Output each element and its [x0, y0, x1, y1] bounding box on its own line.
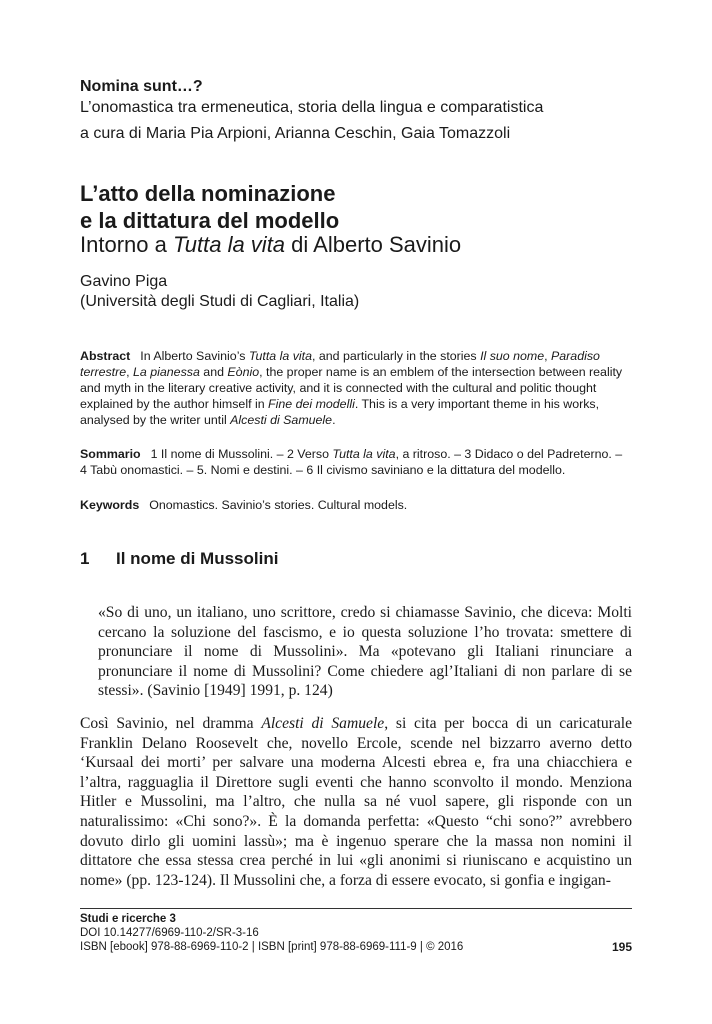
footer-isbn: ISBN [ebook] 978-88-6969-110-2 | ISBN [print] 978-88-6969-111-9 | © 2016 [80, 941, 464, 953]
article-title [80, 180, 339, 234]
article-title-line1: L’atto della nominazione [80, 181, 336, 206]
abstract-italic: Eònio [227, 365, 260, 379]
abstract-text: , the proper name is an emblem of the intersection between reality and myth in the literary creative activity, and it is connected with the cultural and politic thought explained by the author himself in [80, 365, 623, 411]
abstract-text: and [199, 365, 228, 379]
abstract [80, 348, 632, 428]
abstract-text: . This is a very important theme in his works, analysed by the writer until [80, 397, 600, 427]
abstract-italic: Alcesti di Samuele [230, 413, 333, 427]
body-paragraph [80, 714, 632, 890]
sommario-italic: Tutta la vita [332, 447, 396, 461]
sommario-text: , a ritroso. – 3 Didaco o del Padreterno. – 4 Tabù onomastici. – 5. Nomi e destini. – 6 Il civismo saviniano e la dittatura del modello. [80, 447, 623, 477]
page-number: 195 [611, 940, 632, 954]
abstract-italic: La pianessa [133, 365, 200, 379]
body-italic: Alcesti di Samuele [261, 715, 385, 732]
abstract-italic: Il suo nome [480, 349, 545, 363]
abstract-text: . [332, 413, 336, 427]
footer-doi: DOI 10.14277/6969-110-2/SR-3-16 [80, 927, 259, 939]
abstract-italic: Fine dei modelli [268, 397, 355, 411]
section-heading [80, 549, 278, 569]
subtitle-post: di Alberto Savinio [285, 232, 462, 257]
keywords [80, 497, 632, 513]
abstract-italic: Paradiso terrestre [80, 349, 600, 379]
body-text: , si cita per bocca di un caricaturale Franklin Delano Roosevelt che, novello Ercole, scende nel bizzarro averno detto ‘Kursaal dei morti’ per salvare una moderna Alcesti ebrea e, fra una chiacchiera e l’altra, ragguaglia il Direttore sugli eventi che hanno sconvolto il mondo. Menziona Hitler e Mussolini, ma l’altro, che nulla sa né vuol sapere, gli risponde con un naturalissimo: «Chi sono?». È la domanda perfetta: «Questo “chi sono?” avrebbero dovuto dirlo gli uomini lassù»; ma è ingenuo sperare che la massa non nomini il dittatore che essa stessa crea perché in lui «gli anonimi si riuniscano e acquistino un nome» (pp. 123-124). Il Mussolini che, a forza di essere evocato, si gonfia e ingigan- [80, 715, 633, 889]
section-title: Il nome di Mussolini [116, 549, 279, 568]
subtitle-work: Tutta la vita [172, 232, 286, 257]
section-number: 1 [80, 549, 90, 568]
article-subtitle [80, 232, 461, 258]
footer-rule [80, 908, 632, 909]
abstract-label: Abstract [80, 349, 131, 363]
abstract-text: In Alberto Savinio’s [140, 349, 249, 363]
keywords-text: Onomastics. Savinio’s stories. Cultural models. [149, 498, 408, 512]
body-text: Così Savinio, nel dramma [80, 715, 262, 732]
block-quote: «So di uno, un italiano, uno scrittore, credo si chiamasse Savinio, che diceva: Molti cercano la soluzione del fascismo, e io questa soluzione l’ho trovata: smettere di pronunciare il nome di Mussolini». Ma «potevano gli Italiani rinunciare a pronunciare il nome di Mussolini? Come chiedere agl’Italiani di non parlare di se stessi». (Savinio [1949] 1991, p. 124) [98, 604, 632, 700]
series-editors: a cura di Maria Pia Arpioni, Arianna Ceschin, Gaia Tomazzoli [80, 125, 511, 142]
sommario-text: 1 Il nome di Mussolini. – 2 Verso [150, 447, 333, 461]
article-title-line2: e la dittatura del modello [80, 208, 340, 233]
abstract-text: , [544, 349, 552, 363]
footer-series: Studi e ricerche 3 [80, 913, 176, 925]
abstract-text: , [126, 365, 134, 379]
abstract-italic: Tutta la vita [248, 349, 313, 363]
keywords-label: Keywords [80, 498, 140, 512]
author-affiliation: (Università degli Studi di Cagliari, Italia) [80, 293, 360, 310]
series-title: Nomina sunt…? [80, 78, 203, 95]
author-name: Gavino Piga [80, 273, 168, 290]
series-subtitle: L’onomastica tra ermeneutica, storia della lingua e comparatistica [80, 99, 544, 116]
abstract-text: , and particularly in the stories [312, 349, 481, 363]
sommario [80, 446, 632, 478]
footer [80, 912, 632, 954]
subtitle-pre: Intorno a [80, 232, 173, 257]
sommario-label: Sommario [80, 447, 141, 461]
